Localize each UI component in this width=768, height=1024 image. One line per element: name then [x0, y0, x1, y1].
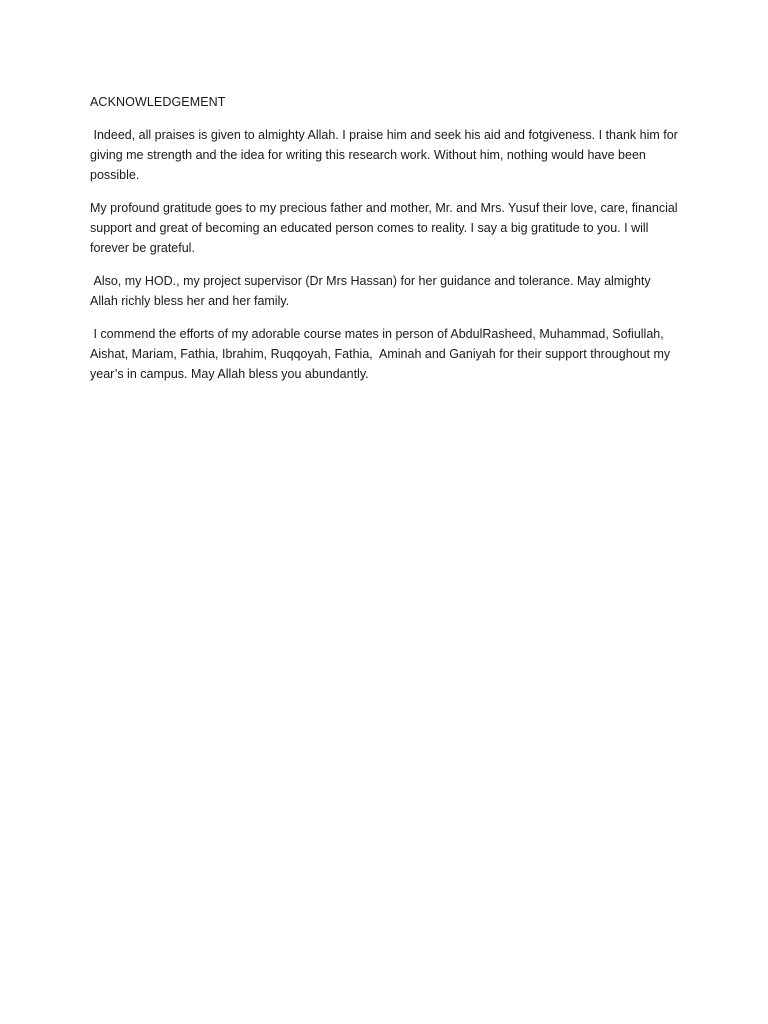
- paragraph-praise: Indeed, all praises is given to almighty Allah. I praise him and seek his aid and fotgiveness. I thank him for giving me strength and the idea for writing this research work. Without him, nothing would have been possible.: [90, 128, 682, 182]
- document-heading: ACKNOWLEDGEMENT: [90, 95, 226, 109]
- paragraph-supervisor: Also, my HOD., my project supervisor (Dr Mrs Hassan) for her guidance and tolerance. May almighty Allah richly bless her and her family.: [90, 274, 654, 308]
- paragraph-coursemates: I commend the efforts of my adorable course mates in person of AbdulRasheed, Muhammad, Sofiullah, Aishat, Mariam, Fathia, Ibrahim, Ruqqoyah, Fathia, Aminah and Ganiyah for their support throughout my year’s in campus. May Allah bless you abundantly.: [90, 327, 674, 381]
- paragraph-parents: My profound gratitude goes to my precious father and mother, Mr. and Mrs. Yusuf their love, care, financial support and great of becoming an educated person comes to reality. I say a big gratitude to you. I will forever be grateful.: [90, 201, 682, 255]
- document-page: [90, 93, 682, 397]
